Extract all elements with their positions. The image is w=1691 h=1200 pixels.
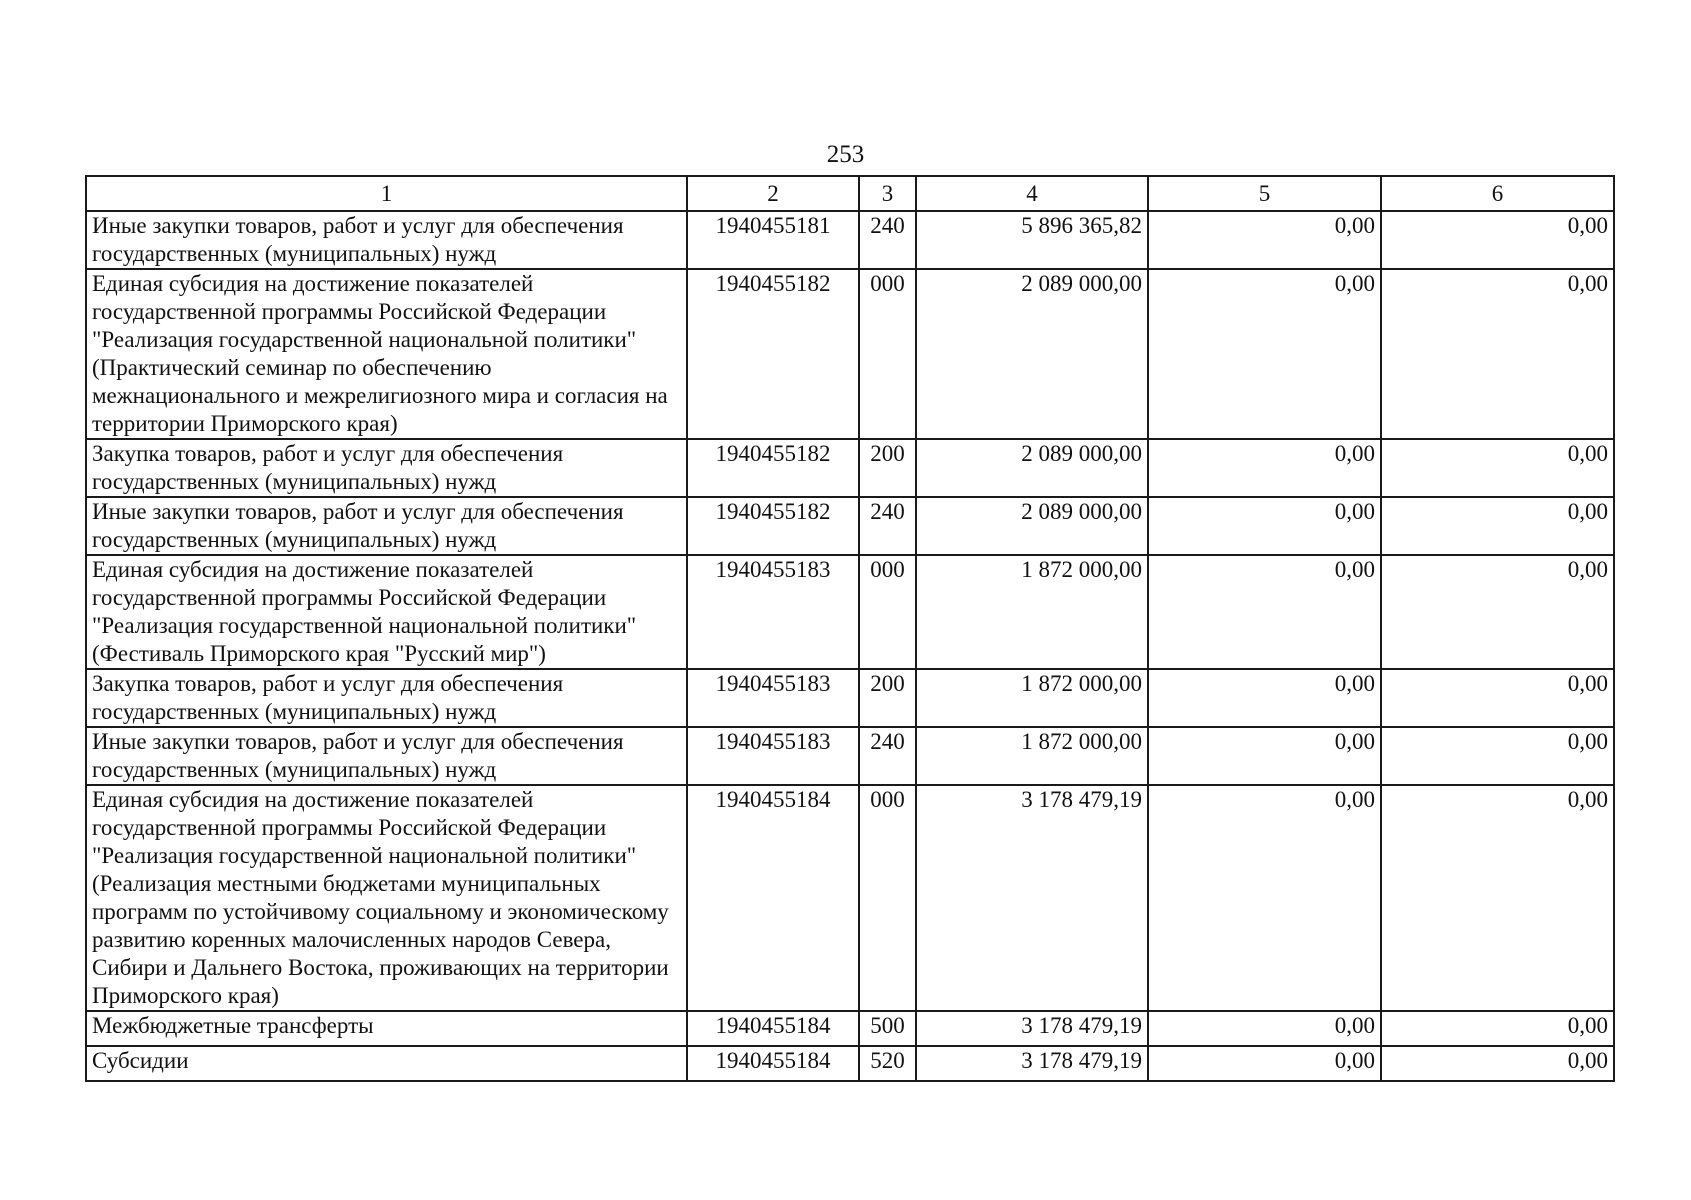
row-code: 1940455181 xyxy=(687,211,859,269)
row-value-5: 0,00 xyxy=(1148,785,1381,1011)
row-name: Единая субсидия на достижение показателей государственной программы Российской Федерации "Реализация государственной национальной политики" (Реализация местными бюджетами муниципальных программ по устойчивому социальному и экономическому развитию коренных малочисленных народов Севера, Сибири и Дальнего Востока, проживающих на территории Приморского края) xyxy=(86,785,687,1011)
row-value-5: 0,00 xyxy=(1148,211,1381,269)
row-type: 240 xyxy=(859,497,916,555)
row-value-5: 0,00 xyxy=(1148,497,1381,555)
row-code: 1940455184 xyxy=(687,785,859,1011)
row-code: 1940455183 xyxy=(687,727,859,785)
row-name: Иные закупки товаров, работ и услуг для обеспечения государственных (муниципальных) нужд xyxy=(86,497,687,555)
row-value-4: 1 872 000,00 xyxy=(916,727,1148,785)
table-row xyxy=(86,669,1614,727)
row-value-4: 1 872 000,00 xyxy=(916,555,1148,669)
column-header-5: 5 xyxy=(1148,176,1381,211)
row-value-5: 0,00 xyxy=(1148,669,1381,727)
row-code: 1940455183 xyxy=(687,669,859,727)
row-type: 200 xyxy=(859,669,916,727)
row-code: 1940455183 xyxy=(687,555,859,669)
row-value-5: 0,00 xyxy=(1148,555,1381,669)
budget-table xyxy=(85,175,1615,1082)
row-value-6: 0,00 xyxy=(1381,727,1614,785)
row-type: 240 xyxy=(859,727,916,785)
row-name: Иные закупки товаров, работ и услуг для обеспечения государственных (муниципальных) нужд xyxy=(86,727,687,785)
row-type: 000 xyxy=(859,785,916,1011)
row-type: 520 xyxy=(859,1046,916,1081)
row-value-6: 0,00 xyxy=(1381,1046,1614,1081)
column-header-4: 4 xyxy=(916,176,1148,211)
row-name: Единая субсидия на достижение показателей государственной программы Российской Федерации "Реализация государственной национальной политики" (Фестиваль Приморского края "Русский мир") xyxy=(86,555,687,669)
row-type: 000 xyxy=(859,555,916,669)
row-code: 1940455182 xyxy=(687,497,859,555)
row-code: 1940455182 xyxy=(687,269,859,439)
row-code: 1940455182 xyxy=(687,439,859,497)
row-value-6: 0,00 xyxy=(1381,211,1614,269)
table-row xyxy=(86,269,1614,439)
row-code: 1940455184 xyxy=(687,1046,859,1081)
row-value-6: 0,00 xyxy=(1381,785,1614,1011)
table-row xyxy=(86,439,1614,497)
row-value-5: 0,00 xyxy=(1148,439,1381,497)
row-name: Закупка товаров, работ и услуг для обеспечения государственных (муниципальных) нужд xyxy=(86,669,687,727)
table-row xyxy=(86,1011,1614,1046)
row-value-6: 0,00 xyxy=(1381,497,1614,555)
row-name: Иные закупки товаров, работ и услуг для обеспечения государственных (муниципальных) нужд xyxy=(86,211,687,269)
row-value-4: 5 896 365,82 xyxy=(916,211,1148,269)
row-value-6: 0,00 xyxy=(1381,269,1614,439)
row-value-5: 0,00 xyxy=(1148,269,1381,439)
row-value-4: 3 178 479,19 xyxy=(916,785,1148,1011)
row-code: 1940455184 xyxy=(687,1011,859,1046)
column-header-1: 1 xyxy=(86,176,687,211)
row-name: Субсидии xyxy=(86,1046,687,1081)
row-name: Закупка товаров, работ и услуг для обеспечения государственных (муниципальных) нужд xyxy=(86,439,687,497)
row-value-5: 0,00 xyxy=(1148,727,1381,785)
row-value-4: 3 178 479,19 xyxy=(916,1011,1148,1046)
table-row xyxy=(86,211,1614,269)
table-row xyxy=(86,727,1614,785)
row-value-5: 0,00 xyxy=(1148,1011,1381,1046)
table-row xyxy=(86,497,1614,555)
row-type: 000 xyxy=(859,269,916,439)
row-type: 500 xyxy=(859,1011,916,1046)
row-value-4: 1 872 000,00 xyxy=(916,669,1148,727)
table-row xyxy=(86,555,1614,669)
row-value-6: 0,00 xyxy=(1381,1011,1614,1046)
row-value-6: 0,00 xyxy=(1381,555,1614,669)
row-value-4: 3 178 479,19 xyxy=(916,1046,1148,1081)
table-row xyxy=(86,1046,1614,1081)
table-row xyxy=(86,785,1614,1011)
row-value-6: 0,00 xyxy=(1381,439,1614,497)
row-type: 240 xyxy=(859,211,916,269)
header-row xyxy=(86,176,1614,211)
column-header-2: 2 xyxy=(687,176,859,211)
row-value-6: 0,00 xyxy=(1381,669,1614,727)
row-type: 200 xyxy=(859,439,916,497)
row-name: Единая субсидия на достижение показателей государственной программы Российской Федерации "Реализация государственной национальной политики" (Практический семинар по обеспечению межнационального и межрелигиозного мира и согласия на территории Приморского края) xyxy=(86,269,687,439)
column-header-3: 3 xyxy=(859,176,916,211)
row-value-4: 2 089 000,00 xyxy=(916,269,1148,439)
row-value-5: 0,00 xyxy=(1148,1046,1381,1081)
row-name: Межбюджетные трансферты xyxy=(86,1011,687,1046)
row-value-4: 2 089 000,00 xyxy=(916,497,1148,555)
row-value-4: 2 089 000,00 xyxy=(916,439,1148,497)
column-header-6: 6 xyxy=(1381,176,1614,211)
page-number: 253 xyxy=(826,141,865,168)
